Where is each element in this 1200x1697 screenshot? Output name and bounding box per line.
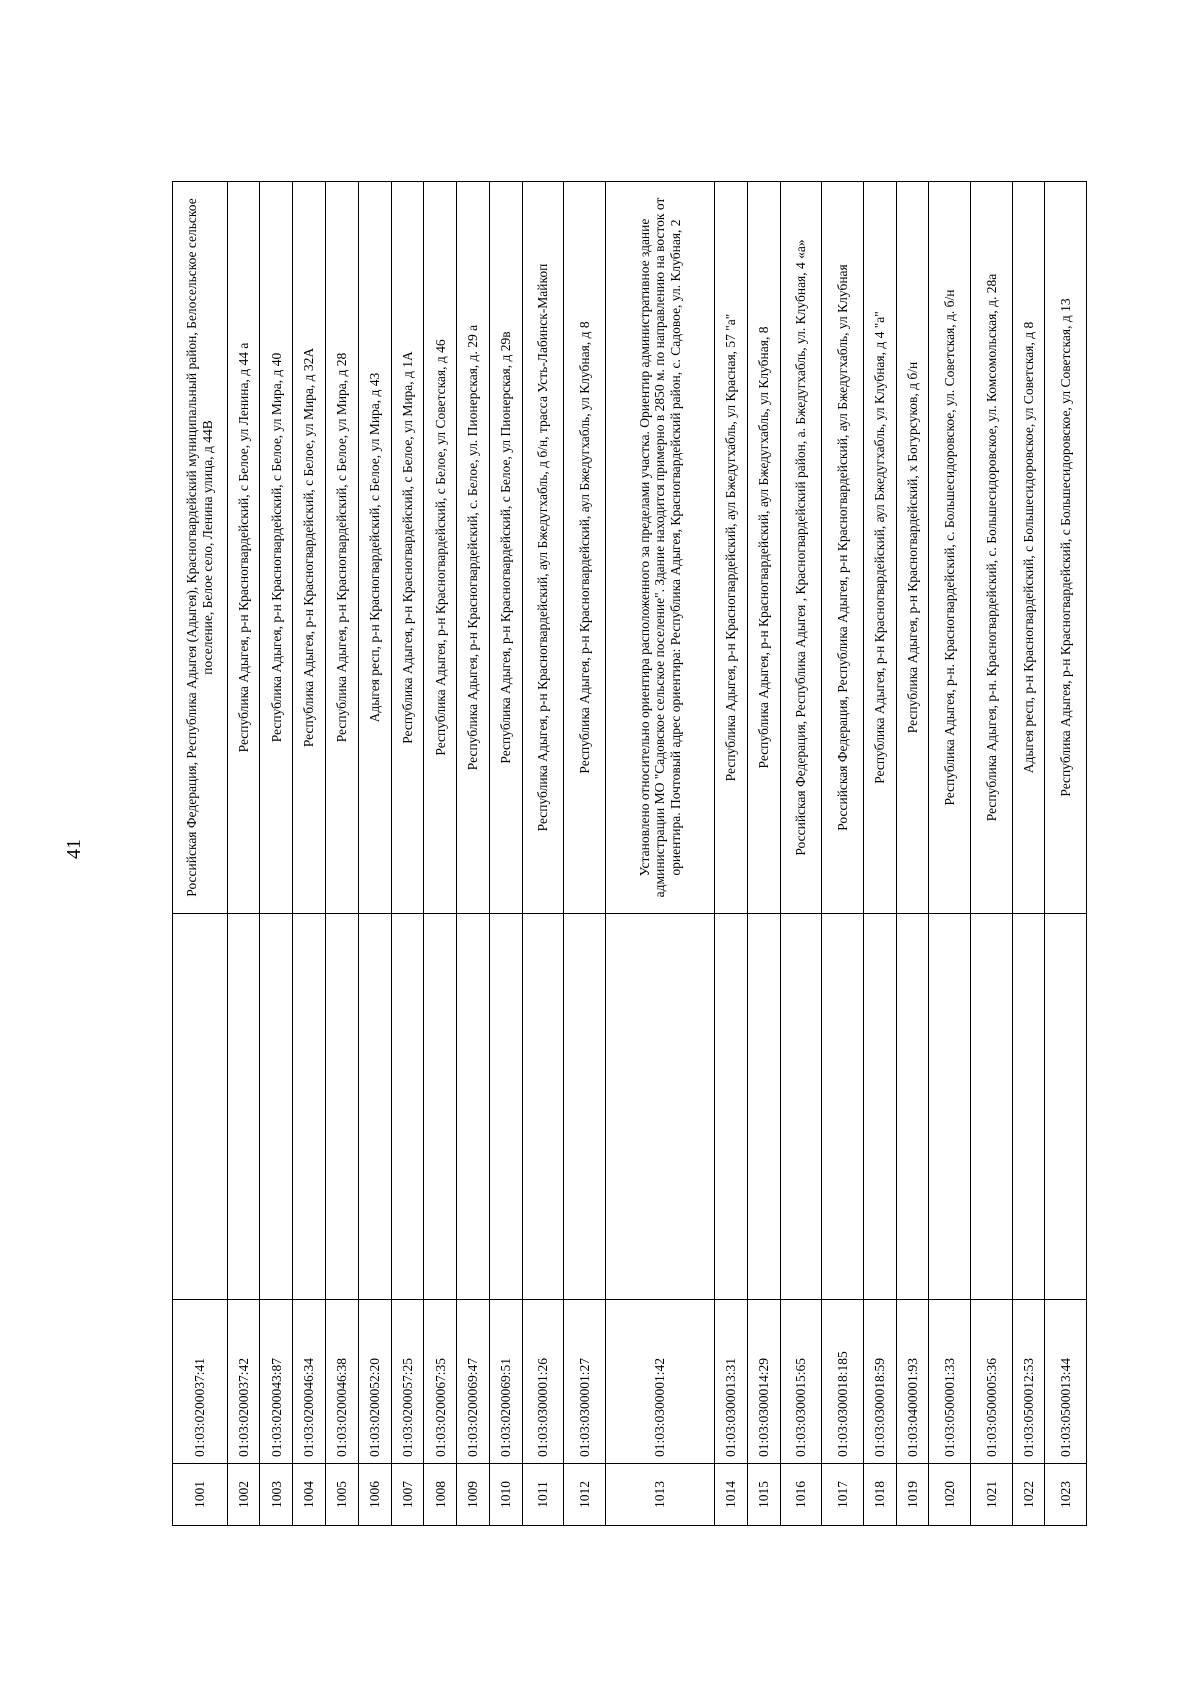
cadastral-number-cell: 01:03:0300015:65 bbox=[780, 1300, 822, 1464]
table-row bbox=[971, 182, 1013, 1526]
cadastral-number-cell: 01:03:0200069:47 bbox=[457, 1300, 490, 1464]
row-number-cell: 1006 bbox=[358, 1464, 391, 1526]
empty-cell bbox=[490, 914, 523, 1300]
row-number-cell: 1005 bbox=[326, 1464, 359, 1526]
cadastral-number-cell: 01:03:0500005:36 bbox=[971, 1300, 1013, 1464]
empty-cell bbox=[424, 914, 457, 1300]
address-cell: Республика Адыгея, р-н Красногвардейский, х Богурсуков, д б/н bbox=[896, 182, 929, 914]
empty-cell bbox=[173, 914, 228, 1300]
records-body bbox=[173, 182, 1087, 1526]
table-row bbox=[260, 182, 293, 1526]
address-cell: Республика Адыгея, р-н Красногвардейский, аул Бжедугхабль, ул Красная, 57 "а" bbox=[715, 182, 748, 914]
table-row bbox=[1012, 182, 1045, 1526]
cadastral-number-cell: 01:03:0300018:59 bbox=[863, 1300, 896, 1464]
empty-cell bbox=[896, 914, 929, 1300]
table-row bbox=[715, 182, 748, 1526]
row-number-cell: 1004 bbox=[293, 1464, 326, 1526]
empty-cell bbox=[605, 914, 714, 1300]
cadastral-number-cell: 01:03:0200069:51 bbox=[490, 1300, 523, 1464]
row-number-cell: 1023 bbox=[1045, 1464, 1087, 1526]
empty-cell bbox=[1045, 914, 1087, 1300]
address-cell: Республика Адыгея, р-н Красногвардейский, с Белое, ул Мира, д 1А bbox=[391, 182, 424, 914]
page-number: 41 bbox=[63, 839, 85, 859]
cadastral-number-cell: 01:03:0300013:31 bbox=[715, 1300, 748, 1464]
cadastral-number-cell: 01:03:0200046:34 bbox=[293, 1300, 326, 1464]
table-row bbox=[293, 182, 326, 1526]
address-cell: Республика Адыгея, р-н Красногвардейский, с Белое, ул Мира, д 40 bbox=[260, 182, 293, 914]
cadastral-number-cell: 01:03:0200067:35 bbox=[424, 1300, 457, 1464]
empty-cell bbox=[358, 914, 391, 1300]
cadastral-number-cell: 01:03:0200043:87 bbox=[260, 1300, 293, 1464]
table-row bbox=[822, 182, 864, 1526]
address-cell: Республика Адыгея, р-н Красногвардейский, с Большесидоровское, ул Советская, д 13 bbox=[1045, 182, 1087, 914]
cadastral-number-cell: 01:03:0500001:33 bbox=[929, 1300, 971, 1464]
address-cell: Адыгея респ, р-н Красногвардейский, с Большесидоровское, ул Советская, д 8 bbox=[1012, 182, 1045, 914]
cadastral-records-table bbox=[172, 181, 1087, 1526]
empty-cell bbox=[326, 914, 359, 1300]
row-number-cell: 1020 bbox=[929, 1464, 971, 1526]
address-cell: Республика Адыгея, р-н Красногвардейский, аул Бжедугхабль, ул Клубная, 8 bbox=[748, 182, 781, 914]
table-row bbox=[564, 182, 606, 1526]
cadastral-number-cell: 01:03:0200037:42 bbox=[227, 1300, 260, 1464]
empty-cell bbox=[522, 914, 564, 1300]
cadastral-number-cell: 01:03:0500012:53 bbox=[1012, 1300, 1045, 1464]
cadastral-number-cell: 01:03:0400001:93 bbox=[896, 1300, 929, 1464]
cadastral-number-cell: 01:03:0500013:44 bbox=[1045, 1300, 1087, 1464]
row-number-cell: 1010 bbox=[490, 1464, 523, 1526]
empty-cell bbox=[227, 914, 260, 1300]
row-number-cell: 1007 bbox=[391, 1464, 424, 1526]
table-row bbox=[457, 182, 490, 1526]
table-row bbox=[173, 182, 228, 1526]
row-number-cell: 1018 bbox=[863, 1464, 896, 1526]
address-cell: Республика Адыгея, р-н Красногвардейский, с. Белое, ул. Пионерская, д. 29 а bbox=[457, 182, 490, 914]
table-row bbox=[358, 182, 391, 1526]
table-row bbox=[1045, 182, 1087, 1526]
address-cell: Республика Адыгея, р-н Красногвардейский, с Белое, ул Пионерская, д 29в bbox=[490, 182, 523, 914]
row-number-cell: 1022 bbox=[1012, 1464, 1045, 1526]
cadastral-number-cell: 01:03:0300001:26 bbox=[522, 1300, 564, 1464]
address-cell: Республика Адыгея, р-н. Красногвардейский, с. Большесидоровское, ул. Советская, д. б/н bbox=[929, 182, 971, 914]
cadastral-number-cell: 01:03:0300014:29 bbox=[748, 1300, 781, 1464]
cadastral-number-cell: 01:03:0200037:41 bbox=[173, 1300, 228, 1464]
table-row bbox=[863, 182, 896, 1526]
table-row bbox=[748, 182, 781, 1526]
table-row bbox=[929, 182, 971, 1526]
row-number-cell: 1003 bbox=[260, 1464, 293, 1526]
address-cell: Российская Федерация, Республика Адыгея (Адыгея), Красногвардейский муниципальный район, Белосельское сельское поселение, Белое село, Ленина улица, д 44В bbox=[173, 182, 228, 914]
cadastral-number-cell: 01:03:0200057:25 bbox=[391, 1300, 424, 1464]
row-number-cell: 1008 bbox=[424, 1464, 457, 1526]
row-number-cell: 1015 bbox=[748, 1464, 781, 1526]
address-cell: Адыгея респ, р-н Красногвардейский, с Белое, ул Мира, д 43 bbox=[358, 182, 391, 914]
rotated-table-wrapper bbox=[172, 182, 1087, 1526]
table-row bbox=[227, 182, 260, 1526]
table-row bbox=[605, 182, 714, 1526]
table-row bbox=[780, 182, 822, 1526]
row-number-cell: 1019 bbox=[896, 1464, 929, 1526]
cadastral-number-cell: 01:03:0200052:20 bbox=[358, 1300, 391, 1464]
address-cell: Установлено относительно ориентира расположенного за пределами участка. Ориентир административное здание администрации МО "Садовское сельское поселение". Здание находится примерно в 2850 м. по направлению на восток от ориентира. Почтовый адрес ориентира: Республика Адыгея, Красногвардейский район, с. Садовое, ул. Клубная, 2 bbox=[605, 182, 714, 914]
table-row bbox=[326, 182, 359, 1526]
table-row bbox=[424, 182, 457, 1526]
address-cell: Республика Адыгея, р-н Красногвардейский, аул Бжедугхабль, д б/н, трасса Усть-Лабинск-Майкоп bbox=[522, 182, 564, 914]
address-cell: Республика Адыгея, р-н Красногвардейский, с Белое, ул Мира, д 32А bbox=[293, 182, 326, 914]
row-number-cell: 1016 bbox=[780, 1464, 822, 1526]
row-number-cell: 1012 bbox=[564, 1464, 606, 1526]
cadastral-number-cell: 01:03:0300001:27 bbox=[564, 1300, 606, 1464]
table-row bbox=[391, 182, 424, 1526]
address-cell: Республика Адыгея, р-н Красногвардейский, аул Бжедугхабль, ул Клубная, д 8 bbox=[564, 182, 606, 914]
empty-cell bbox=[822, 914, 864, 1300]
cadastral-number-cell: 01:03:0300018:185 bbox=[822, 1300, 864, 1464]
row-number-cell: 1017 bbox=[822, 1464, 864, 1526]
row-number-cell: 1001 bbox=[173, 1464, 228, 1526]
row-number-cell: 1002 bbox=[227, 1464, 260, 1526]
row-number-cell: 1014 bbox=[715, 1464, 748, 1526]
empty-cell bbox=[748, 914, 781, 1300]
address-cell: Республика Адыгея, р-н Красногвардейский, аул Бжедугхабль, ул Клубная, д 4 "а" bbox=[863, 182, 896, 914]
row-number-cell: 1009 bbox=[457, 1464, 490, 1526]
empty-cell bbox=[863, 914, 896, 1300]
table-row bbox=[490, 182, 523, 1526]
row-number-cell: 1011 bbox=[522, 1464, 564, 1526]
empty-cell bbox=[780, 914, 822, 1300]
empty-cell bbox=[293, 914, 326, 1300]
address-cell: Республика Адыгея, р-н Красногвардейский, с Белое, ул Советская, д 46 bbox=[424, 182, 457, 914]
address-cell: Республика Адыгея, р-н Красногвардейский, с Белое, ул Ленина, д 44 а bbox=[227, 182, 260, 914]
empty-cell bbox=[391, 914, 424, 1300]
empty-cell bbox=[260, 914, 293, 1300]
empty-cell bbox=[715, 914, 748, 1300]
table-row bbox=[896, 182, 929, 1526]
empty-cell bbox=[564, 914, 606, 1300]
row-number-cell: 1013 bbox=[605, 1464, 714, 1526]
address-cell: Российская Федерация, Республика Адыгея, р-н Красногвардейский, аул Бжедугхабль, ул Клубная bbox=[822, 182, 864, 914]
empty-cell bbox=[1012, 914, 1045, 1300]
table-row bbox=[522, 182, 564, 1526]
cadastral-number-cell: 01:03:0200046:38 bbox=[326, 1300, 359, 1464]
empty-cell bbox=[971, 914, 1013, 1300]
address-cell: Республика Адыгея, р-н. Красногвардейский, с. Большесидоровское, ул. Комсомольская, д. 28а bbox=[971, 182, 1013, 914]
empty-cell bbox=[457, 914, 490, 1300]
row-number-cell: 1021 bbox=[971, 1464, 1013, 1526]
empty-cell bbox=[929, 914, 971, 1300]
cadastral-number-cell: 01:03:0300001:42 bbox=[605, 1300, 714, 1464]
address-cell: Республика Адыгея, р-н Красногвардейский, с Белое, ул Мира, д 28 bbox=[326, 182, 359, 914]
address-cell: Российская Федерация, Республика Адыгея , Красногвардейский район, а. Бжедугхабль, ул. Клубная, 4 «а» bbox=[780, 182, 822, 914]
